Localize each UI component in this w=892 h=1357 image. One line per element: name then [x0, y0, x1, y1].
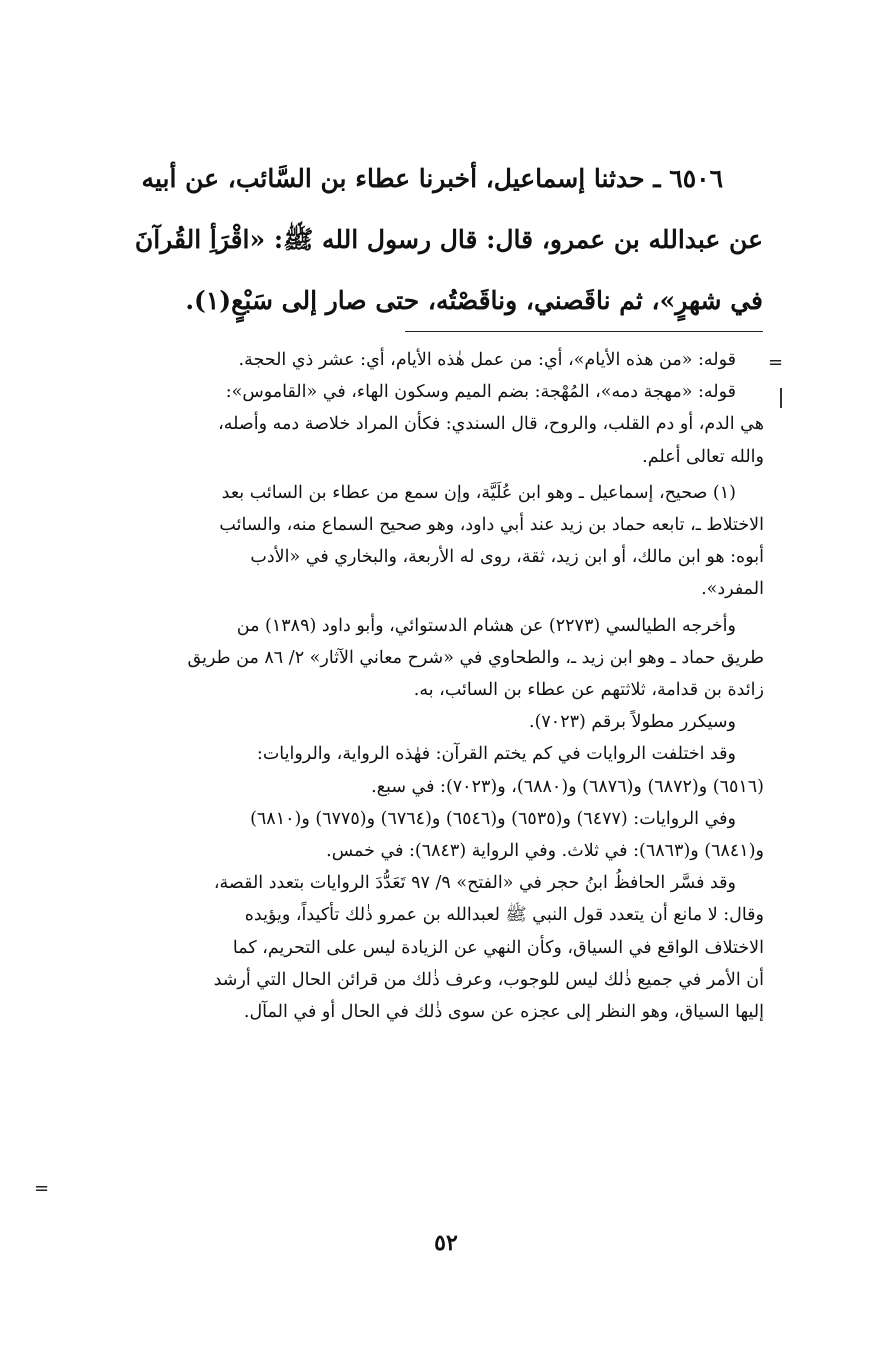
- note-line: و(٦٨٤١) و(٦٨٦٣): في ثلاث. وفي الرواية (٦٨٤٣): في خمس.: [326, 841, 764, 862]
- note-line: والله تعالى أعلم.: [642, 446, 764, 467]
- footnotes: [60, 344, 764, 1028]
- note-line: أن الأمر في جميع ذٰلك ليس للوجوب، وعرف ذٰلك من قرائن الحال التي أرشد: [213, 969, 764, 990]
- note-line: وفي الروايات: (٦٤٧٧) و(٦٥٣٥) و(٦٥٤٦) و(٦٧٦٤) و(٦٧٧٥) و(٦٨١٠): [250, 808, 736, 829]
- note-line: وقد فسَّر الحافظُ ابنُ حجر في «الفتح» ٩/ ٩٧ تَعَدُّدَ الروايات بتعدد القصة،: [213, 873, 736, 894]
- note-line: وقال: لا مانع أن يتعدد قول النبي ﷺ لعبدالله بن عمرو ذٰلك تأكيداً، ويؤيده: [244, 905, 764, 926]
- hadith-line: ٦٥٠٦ ـ حدثنا إسماعيل، أخبرنا عطاء بن السَّائب، عن أبيه: [141, 164, 723, 193]
- margin-bar: [780, 388, 782, 408]
- continued-marker-bottom: =: [34, 1178, 50, 1199]
- note-line: وقد اختلفت الروايات في كم يختم القرآن: فهٰذه الرواية، والروايات:: [256, 744, 736, 765]
- note-line: وسيكرر مطولاً برقم (٧٠٢٣).: [529, 712, 736, 733]
- hadith-line: عن عبدالله بن عمرو، قال: قال رسول الله ﷺ: «اقْرَأِ القُرآنَ: [134, 225, 763, 254]
- note-line: قوله: «مهجة دمه»، المُهْجة: بضم الميم وسكون الهاء، في «القاموس»:: [225, 382, 736, 403]
- footnote-separator: [405, 331, 763, 332]
- note-line: (٦٥١٦) و(٦٨٧٢) و(٦٨٧٦) و(٦٨٨٠)، و(٧٠٢٣): في سبع.: [371, 776, 764, 797]
- continued-marker-top: =: [768, 352, 784, 373]
- note-line: الاختلاط ـ، تابعه حماد بن زيد عند أبي داود، وهو صحيح السماع منه، والسائب: [219, 515, 764, 536]
- hadith-line: في شهرٍ»، ثم ناقَصني، وناقَصْتُه، حتى صار إلى سَبْعٍ(١).: [185, 286, 763, 315]
- note-line: المفرد».: [701, 579, 764, 600]
- note-line: طريق حماد ـ وهو ابن زيد ـ، والطحاوي في «شرح معاني الآثار» ٢/ ٨٦ من طريق: [187, 647, 764, 668]
- note-line: إليها السياق، وهو النظر إلى عجزه عن سوى ذٰلك في الحال أو في المآل.: [243, 1002, 764, 1023]
- note-line: وأخرجه الطيالسي (٢٢٧٣) عن هشام الدستوائي، وأبو داود (١٣٨٩) من: [236, 615, 736, 636]
- note-line: هي الدم، أو دم القلب، والروح، قال السندي: فكأن المراد خلاصة دمه وأصله،: [218, 414, 764, 435]
- note-line: أبوه: هو ابن مالك، أو ابن زيد، ثقة، روى له الأربعة، والبخاري في «الأدب: [250, 547, 764, 568]
- footnote-1: (١) صحيح، إسماعيل ـ وهو ابن عُلَيَّة، وإن سمع من عطاء بن السائب بعد: [221, 482, 736, 503]
- note-line: زائدة بن قدامة، ثلاثتهم عن عطاء بن السائب، به.: [413, 680, 764, 701]
- hadith-text: [95, 148, 763, 331]
- page-number: ٥٢: [434, 1230, 458, 1256]
- note-line: قوله: «من هذه الأيام»، أي: من عمل هٰذه الأيام، أي: عشر ذي الحجة.: [238, 350, 736, 370]
- note-line: الاختلاف الواقع في السياق، وكأن النهي عن الزيادة ليس على التحريم، كما: [232, 937, 764, 958]
